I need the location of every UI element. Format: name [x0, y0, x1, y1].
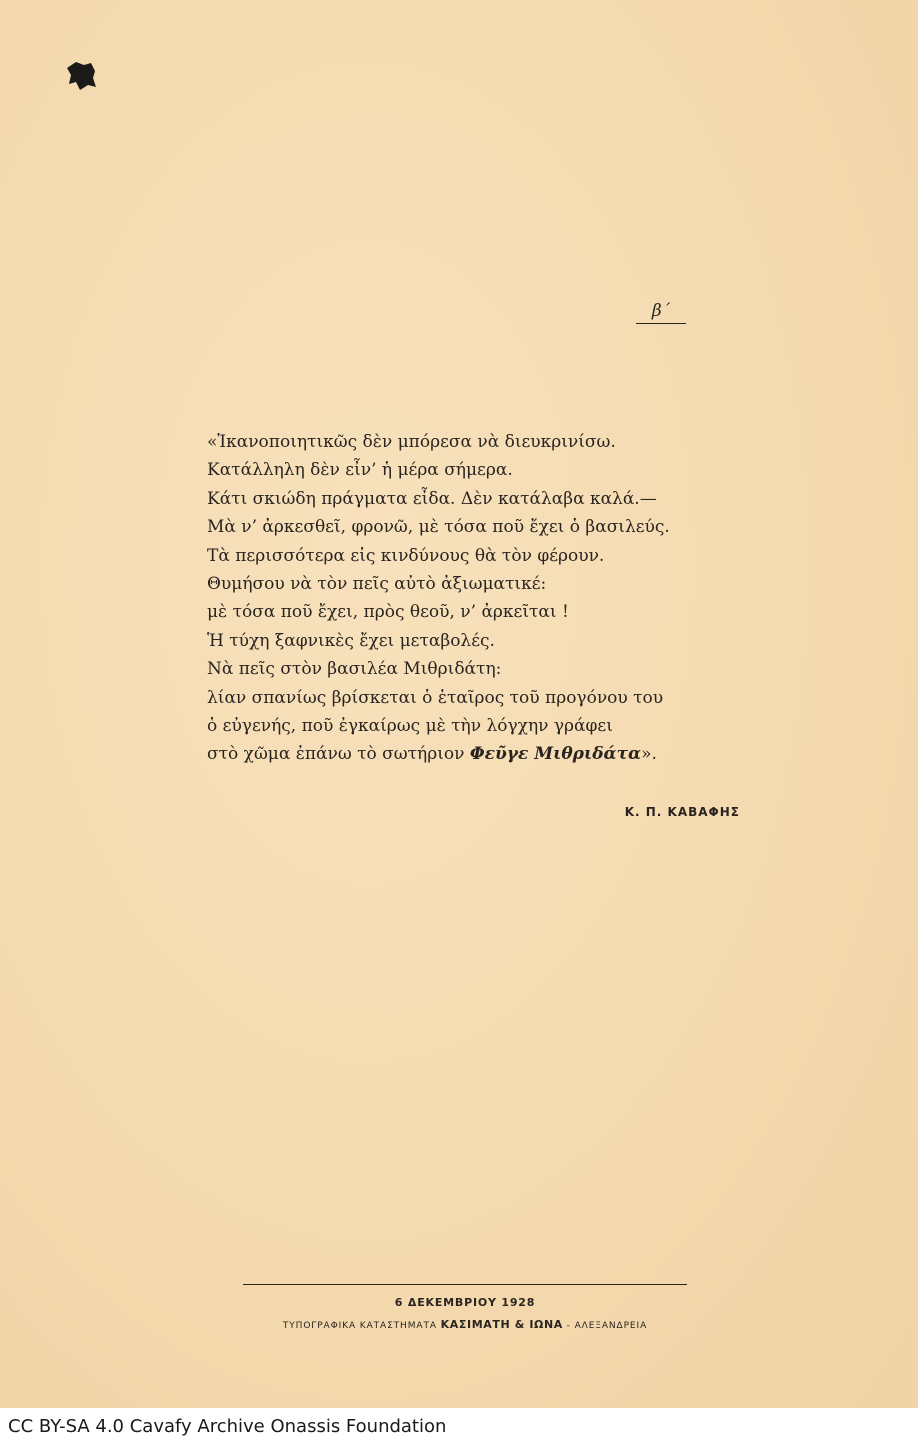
- poem-line: Θυμήσου νὰ τὸν πεῖς αὐτὸ ἀξιωματικέ:: [207, 573, 547, 594]
- poem-line: Ἡ τύχη ξαφνικὲς ἔχει μεταβολές.: [207, 630, 495, 651]
- last-line-end: ».: [641, 744, 657, 765]
- page-number: β΄: [636, 300, 686, 324]
- footer-divider: [243, 1284, 687, 1285]
- poem-last-line: [207, 740, 747, 768]
- poem-line: Κάτι σκιώδη πράγματα εἶδα. Δὲν κατάλαβα καλά.—: [207, 488, 657, 509]
- poem-line: ὁ εὐγενής, ποῦ ἐγκαίρως μὲ τὴν λόγχην γράφει: [207, 715, 613, 736]
- poem-line: Κατάλληλη δὲν εἶν’ ἡ μέρα σήμερα.: [207, 460, 513, 481]
- poem-text: [207, 428, 747, 769]
- printer-suffix: - ΑΛΕΞΑΝΔΡΕΙΑ: [562, 1321, 648, 1331]
- publication-date: 6 ΔΕΚΕΜΒΡΙΟΥ 1928: [394, 1296, 536, 1309]
- poem-line: «Ἱκανοποιητικῶς δὲν μπόρεσα νὰ διευκρινίσω.: [207, 432, 616, 452]
- license-credit: CC BY-SA 4.0 Cavafy Archive Onassis Foundation: [8, 1416, 447, 1437]
- author-signature: Κ. Π. ΚΑΒΑΦΗΣ: [624, 805, 740, 819]
- poem-line: Τὰ περισσότερα εἰς κινδύνους θὰ τὸν φέρουν.: [207, 545, 605, 566]
- poem-line: μὲ τόσα ποῦ ἔχει, πρὸς θεοῦ, ν’ ἀρκεῖται !: [207, 602, 569, 623]
- emphasized-phrase: Φεῦγε Μιθριδάτα: [469, 744, 642, 765]
- poem-line: Μὰ ν’ ἀρκεσθεῖ, φρονῶ, μὲ τόσα ποῦ ἔχει ὁ βασιλεύς.: [207, 517, 670, 538]
- printer-name: ΚΑΣΙΜΑΤΗ & ΙΩΝΑ: [440, 1318, 563, 1331]
- ink-blot-mark: [64, 60, 98, 92]
- last-line-start: στὸ χῶμα ἐπάνω τὸ σωτήριον: [207, 744, 470, 765]
- poem-line: λίαν σπανίως βρίσκεται ὁ ἑταῖρος τοῦ προγόνου του: [207, 687, 664, 708]
- printer-prefix: ΤΥΠΟΓΡΑΦΙΚΑ ΚΑΤΑΣΤΗΜΑΤΑ: [282, 1321, 441, 1331]
- printer-imprint: [243, 1318, 687, 1331]
- credit-bar: [0, 1408, 918, 1449]
- poem-line: Νὰ πεῖς στὸν βασιλέα Μιθριδάτη:: [207, 659, 502, 680]
